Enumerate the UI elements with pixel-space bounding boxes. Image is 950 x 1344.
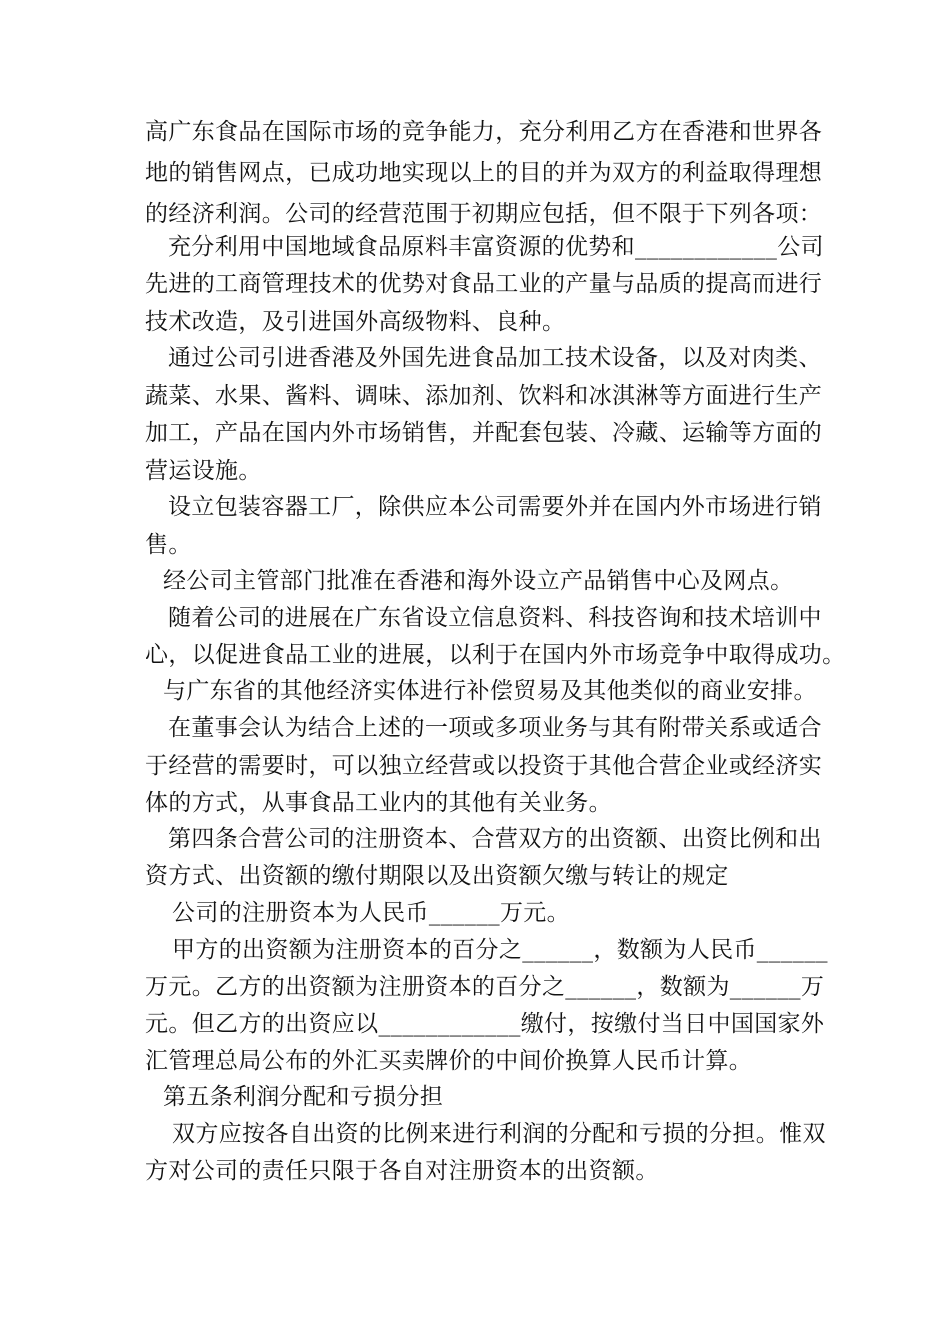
text-line: 随着公司的进展在广东省设立信息资料、科技咨询和技术培训中 — [168, 605, 822, 631]
text-line: 双方应按各自出资的比例来进行利润的分配和亏损的分担。惟双 — [172, 1121, 826, 1147]
text-line: 第四条合营公司的注册资本、合营双方的出资额、出资比例和出 — [168, 826, 822, 852]
text-line: 地的销售网点，已成功地实现以上的目的并为双方的利益取得理想 — [145, 160, 823, 186]
text-line: 资方式、出资额的缴付期限以及出资额欠缴与转让的规定 — [145, 863, 729, 889]
text-line: 汇管理总局公布的外汇买卖牌价的中间价换算人民币计算。 — [145, 1048, 753, 1074]
text-line: 充分利用中国地域食品原料丰富资源的优势和____________公司 — [168, 234, 824, 260]
text-line: 通过公司引进香港及外国先进食品加工技术设备，以及对肉类、 — [168, 345, 822, 371]
text-line: 高广东食品在国际市场的竞争能力，充分利用乙方在香港和世界各 — [145, 119, 823, 145]
text-line: 先进的工商管理技术的优势对食品工业的产量与品质的提高而进行 — [145, 271, 823, 297]
text-line: 技术改造，及引进国外高级物料、良种。 — [145, 309, 566, 335]
text-line: 体的方式，从事食品工业内的其他有关业务。 — [145, 790, 612, 816]
text-line: 经公司主管部门批准在香港和海外设立产品销售中心及网点。 — [163, 568, 794, 594]
text-line: 心，以促进食品工业的进展，以利于在国内外市场竞争中取得成功。 — [145, 642, 846, 668]
text-line: 蔬菜、水果、酱料、调味、添加剂、饮料和冰淇淋等方面进行生产 — [145, 383, 823, 409]
text-line: 设立包装容器工厂，除供应本公司需要外并在国内外市场进行销 — [168, 494, 822, 520]
text-line: 与广东省的其他经济实体进行补偿贸易及其他类似的商业安排。 — [163, 678, 817, 704]
text-line: 公司的注册资本为人民币______万元。 — [172, 900, 570, 926]
text-line: 在董事会认为结合上述的一项或多项业务与其有附带关系或适合 — [168, 715, 822, 741]
text-line: 甲方的出资额为注册资本的百分之______，数额为人民币______ — [172, 937, 828, 963]
text-line: 的经济利润。公司的经营范围于初期应包括，但不限于下列各项： — [145, 201, 823, 227]
text-line: 元。但乙方的出资应以____________缴付，按缴付当日中国国家外 — [145, 1011, 825, 1037]
text-line: 方对公司的责任只限于各自对注册资本的出资额。 — [145, 1158, 659, 1184]
text-line: 第五条利润分配和亏损分担 — [163, 1084, 444, 1110]
text-line: 于经营的需要时，可以独立经营或以投资于其他合营企业或经济实 — [145, 753, 823, 779]
text-line: 营运设施。 — [145, 458, 262, 484]
text-line: 售。 — [145, 532, 192, 558]
text-line: 万元。乙方的出资额为注册资本的百分之______，数额为______万 — [145, 974, 825, 1000]
text-line: 加工，产品在国内外市场销售，并配套包装、冷藏、运输等方面的 — [145, 420, 823, 446]
